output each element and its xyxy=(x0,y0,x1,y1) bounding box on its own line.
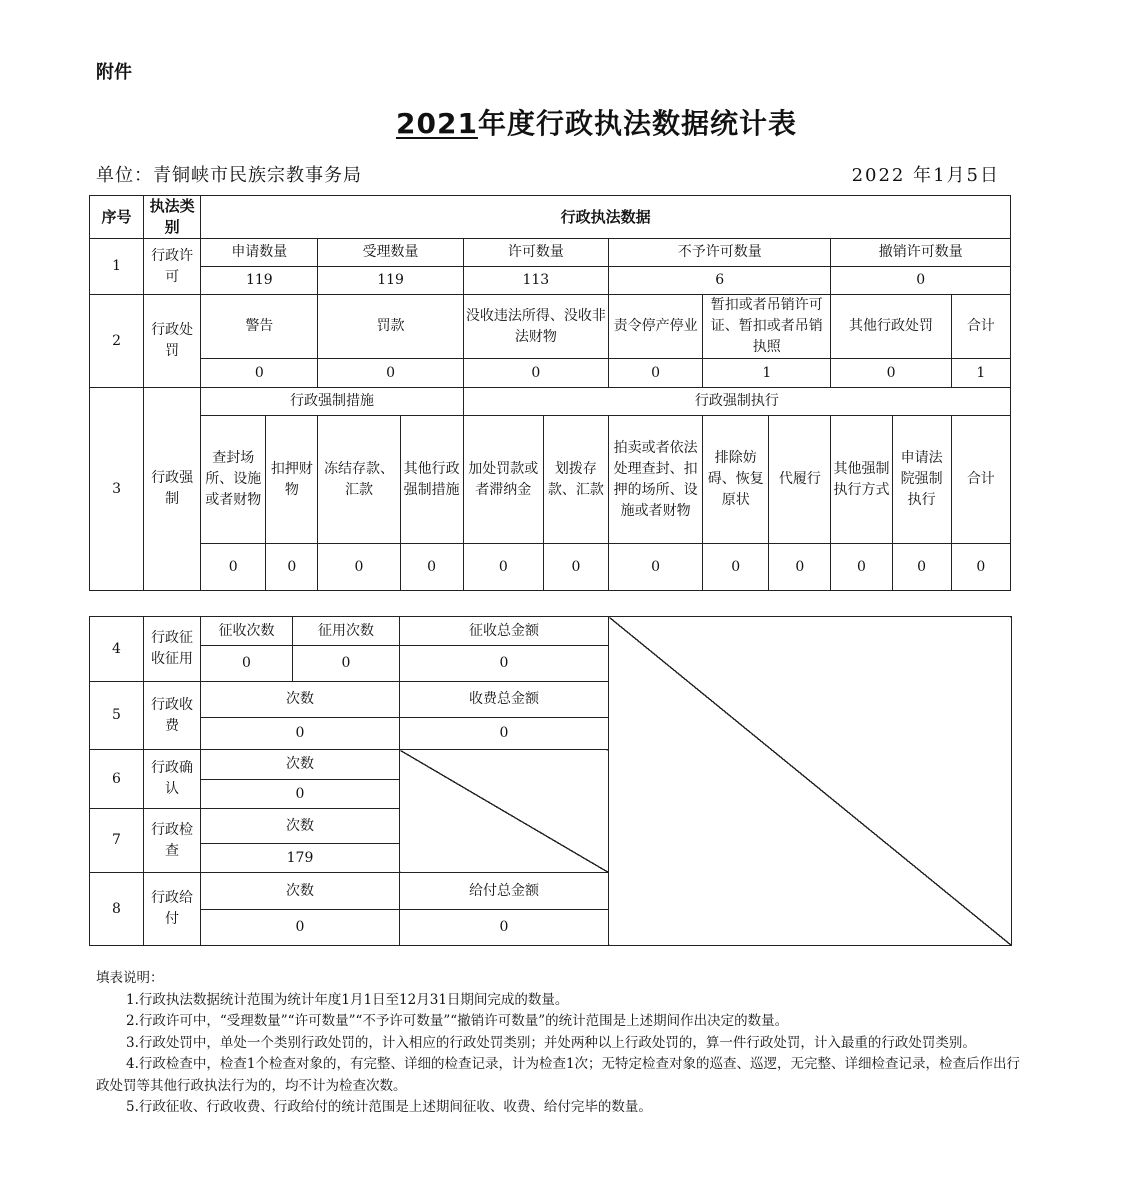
title-text: 年度行政执法数据统计表 xyxy=(477,107,797,140)
exec-other-value: 0 xyxy=(831,544,892,591)
attachment-label: 附件 xyxy=(96,62,132,83)
license-apply-value: 119 xyxy=(201,267,318,295)
row2-type: 行政处罚 xyxy=(144,295,201,388)
license-deny-value: 6 xyxy=(608,267,830,295)
blank-diagonal-right xyxy=(609,617,1012,946)
row8-type: 行政给付 xyxy=(144,873,201,946)
note-3: 3.行政处罚中，单处一个类别行政处罚的，计入相应的行政处罚类别；并处两种以上行政处罚的，算一件行政处罚，计入最重的行政处罚类别。 xyxy=(126,1034,976,1051)
row1-type: 行政许可 xyxy=(144,239,201,295)
exec-transfer-label: 划拨存款、汇款 xyxy=(543,416,608,544)
row4-type: 行政征收征用 xyxy=(144,617,201,682)
inspection-count-value: 179 xyxy=(201,844,400,873)
row7-seq: 7 xyxy=(90,809,144,873)
payment-amount-label: 给付总金额 xyxy=(400,873,609,910)
stats-table-1 xyxy=(89,195,1011,591)
exec-court-value: 0 xyxy=(892,544,951,591)
license-revoke-value: 0 xyxy=(831,267,1011,295)
license-grant-label: 许可数量 xyxy=(463,239,608,267)
note-5: 5.行政征收、行政收费、行政给付的统计范围是上述期间征收、收费、给付完毕的数量。 xyxy=(126,1099,652,1115)
filling-instructions xyxy=(96,968,1028,1119)
coercive-freeze-value: 0 xyxy=(318,544,400,591)
row5-type: 行政收费 xyxy=(144,682,201,750)
exec-court-label: 申请法院强制执行 xyxy=(892,416,951,544)
exec-substitute-value: 0 xyxy=(769,544,831,591)
license-accept-value: 119 xyxy=(318,267,463,295)
coercive-other-measure-value: 0 xyxy=(400,544,463,591)
exec-remove-obstruction-value: 0 xyxy=(703,544,769,591)
row3-type: 行政强制 xyxy=(144,388,201,591)
penalty-confiscate-label: 没收违法所得、没收非法财物 xyxy=(463,295,608,359)
payment-count-label: 次数 xyxy=(201,873,400,910)
exec-auction-label: 拍卖或者依法处理查封、扣押的场所、设施或者财物 xyxy=(608,416,702,544)
inspection-count-label: 次数 xyxy=(201,809,400,844)
fee-amount-value: 0 xyxy=(400,718,609,750)
penalty-other-label: 其他行政处罚 xyxy=(831,295,951,359)
levy-amount-label: 征收总金额 xyxy=(400,617,609,646)
license-accept-label: 受理数量 xyxy=(318,239,463,267)
row4-seq: 4 xyxy=(90,617,144,682)
coercive-execution-group: 行政强制执行 xyxy=(463,388,1010,416)
row6-seq: 6 xyxy=(90,750,144,809)
penalty-revoke-license-value: 1 xyxy=(703,359,831,388)
exec-surcharge-value: 0 xyxy=(463,544,543,591)
license-apply-label: 申请数量 xyxy=(201,239,318,267)
title-year: 2021 xyxy=(396,107,478,140)
penalty-confiscate-value: 0 xyxy=(463,359,608,388)
note-1: 1.行政执法数据统计范围为统计年度1月1日至12月31日期间完成的数量。 xyxy=(126,991,569,1008)
levy-count-value: 0 xyxy=(201,646,293,682)
coercive-seal-value: 0 xyxy=(201,544,266,591)
notes-heading: 填表说明： xyxy=(96,970,164,986)
requisition-count-value: 0 xyxy=(293,646,400,682)
penalty-total-label: 合计 xyxy=(951,295,1010,359)
penalty-warning-value: 0 xyxy=(201,359,318,388)
row1-seq: 1 xyxy=(90,239,144,295)
coercive-freeze-label: 冻结存款、汇款 xyxy=(318,416,400,544)
fee-count-label: 次数 xyxy=(201,682,400,718)
exec-substitute-label: 代履行 xyxy=(769,416,831,544)
header-data: 行政执法数据 xyxy=(201,196,1011,239)
coercive-measures-group: 行政强制措施 xyxy=(201,388,464,416)
coercive-seal-label: 查封场所、设施或者财物 xyxy=(201,416,266,544)
penalty-suspend-value: 0 xyxy=(608,359,702,388)
row8-seq: 8 xyxy=(90,873,144,946)
unit-line: 单位：青铜峡市民族宗教事务局 xyxy=(96,165,362,186)
header-seq: 序号 xyxy=(90,196,144,239)
license-deny-label: 不予许可数量 xyxy=(608,239,830,267)
exec-transfer-value: 0 xyxy=(543,544,608,591)
penalty-other-value: 0 xyxy=(831,359,951,388)
row5-seq: 5 xyxy=(90,682,144,750)
confirm-count-label: 次数 xyxy=(201,750,400,780)
coercive-seize-value: 0 xyxy=(266,544,318,591)
payment-amount-value: 0 xyxy=(400,910,609,946)
page-title xyxy=(396,102,797,142)
blank-diagonal-middle xyxy=(400,750,609,873)
exec-other-label: 其他强制执行方式 xyxy=(831,416,892,544)
row3-seq: 3 xyxy=(90,388,144,591)
levy-count-label: 征收次数 xyxy=(201,617,293,646)
exec-auction-value: 0 xyxy=(608,544,702,591)
requisition-count-label: 征用次数 xyxy=(293,617,400,646)
stats-table-2 xyxy=(89,616,1012,946)
penalty-suspend-label: 责令停产停业 xyxy=(608,295,702,359)
exec-remove-obstruction-label: 排除妨碍、恢复原状 xyxy=(703,416,769,544)
license-revoke-label: 撤销许可数量 xyxy=(831,239,1011,267)
levy-amount-value: 0 xyxy=(400,646,609,682)
penalty-fine-label: 罚款 xyxy=(318,295,463,359)
confirm-count-value: 0 xyxy=(201,780,400,809)
exec-total-label: 合计 xyxy=(951,416,1010,544)
coercive-seize-label: 扣押财物 xyxy=(266,416,318,544)
row6-type: 行政确认 xyxy=(144,750,201,809)
row7-type: 行政检查 xyxy=(144,809,201,873)
date-line: 2022 年1月5日 xyxy=(851,165,1000,186)
fee-amount-label: 收费总金额 xyxy=(400,682,609,718)
license-grant-value: 113 xyxy=(463,267,608,295)
penalty-revoke-license-label: 暂扣或者吊销许可证、暂扣或者吊销执照 xyxy=(703,295,831,359)
note-2: 2.行政许可中，“受理数量”“许可数量”“不予许可数量”“撤销许可数量”的统计范围是上述期间作出决定的数量。 xyxy=(126,1013,789,1029)
payment-count-value: 0 xyxy=(201,910,400,946)
exec-total-value: 0 xyxy=(951,544,1010,591)
header-type: 执法类别 xyxy=(144,196,201,239)
exec-surcharge-label: 加处罚款或者滞纳金 xyxy=(463,416,543,544)
fee-count-value: 0 xyxy=(201,718,400,750)
coercive-other-measure-label: 其他行政强制措施 xyxy=(400,416,463,544)
row2-seq: 2 xyxy=(90,295,144,388)
note-4: 4.行政检查中，检查1个检查对象的，有完整、详细的检查记录，计为检查1次；无特定检查对象的巡查、巡逻，无完整、详细检查记录，检查后作出行政处罚等其他行政执法行为的，均不计为检查次数。 xyxy=(96,1056,1021,1094)
penalty-total-value: 1 xyxy=(951,359,1010,388)
penalty-warning-label: 警告 xyxy=(201,295,318,359)
penalty-fine-value: 0 xyxy=(318,359,463,388)
